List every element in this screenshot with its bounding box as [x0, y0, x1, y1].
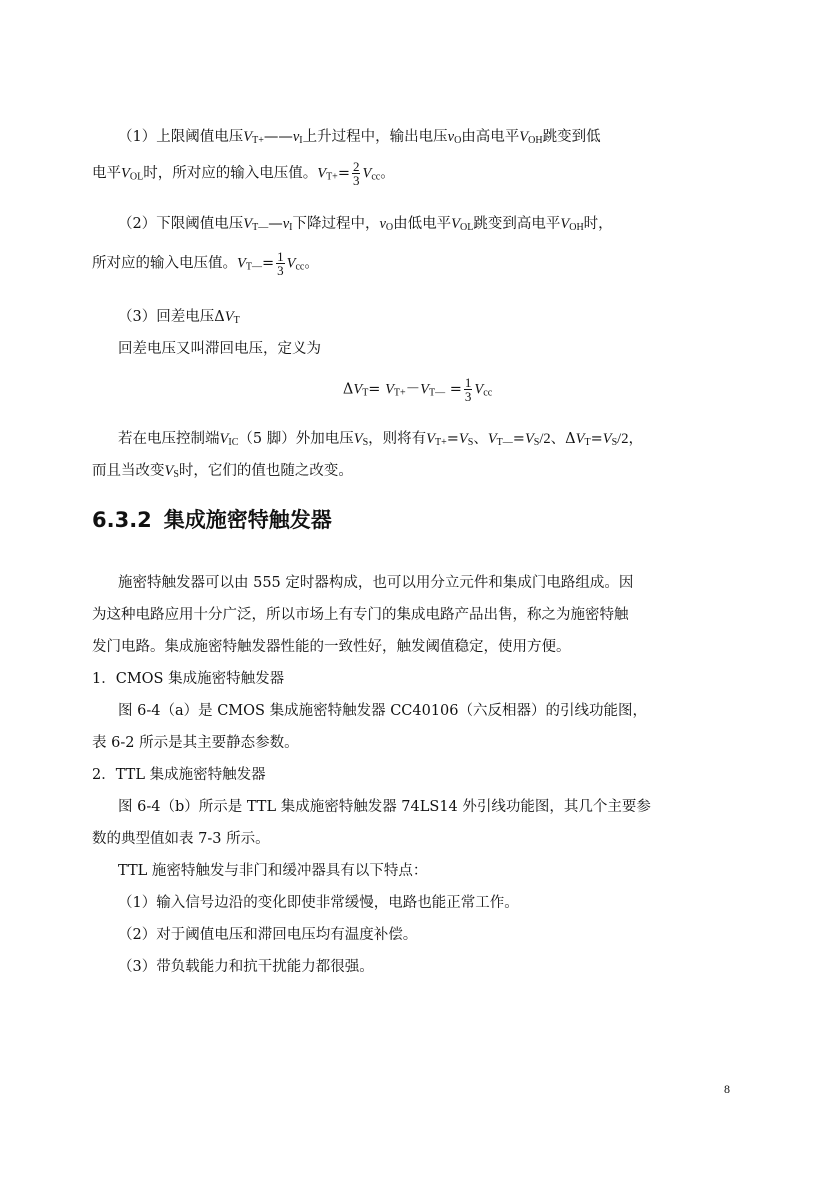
- symbol-sub: I: [299, 135, 303, 146]
- symbol-sub: S: [362, 437, 369, 448]
- fraction-numerator: 1: [277, 249, 284, 264]
- symbol-v-i: v: [292, 129, 300, 145]
- symbol-vcc: V: [362, 165, 372, 182]
- paragraph-ttl-line-1: [0, 796, 835, 818]
- paragraph-upper-threshold-cont: [0, 160, 835, 189]
- fraction: [352, 160, 361, 187]
- symbol-sub: OL: [129, 171, 144, 183]
- symbol-sub: T: [584, 437, 591, 448]
- text: 。: [304, 255, 319, 272]
- paragraph-ttl-features: [0, 860, 835, 882]
- symbol-sub: S: [467, 437, 474, 448]
- symbol-sub: S: [173, 469, 179, 480]
- minus: －: [405, 381, 421, 398]
- text: 电平: [92, 165, 121, 182]
- symbol-v: V: [420, 381, 430, 398]
- text: 数的典型值如表 7-3 所示。: [92, 831, 270, 847]
- symbol-v-tplus: V: [243, 129, 253, 145]
- subsection-ttl: [0, 764, 835, 786]
- equals: =: [446, 431, 459, 447]
- symbol-sub: cc: [483, 387, 493, 399]
- subsection-cmos: [0, 668, 835, 690]
- paragraph-control-voltage: [0, 428, 835, 454]
- text: 跳变到低: [542, 129, 601, 145]
- symbol-sub: T+: [393, 387, 406, 399]
- paragraph-intro-line-2: [0, 604, 835, 626]
- symbol-v-ic: V: [219, 431, 229, 447]
- symbol-v-ol: V: [451, 216, 461, 232]
- section-heading: [92, 505, 332, 535]
- paragraph-intro-line-1: [0, 572, 835, 594]
- symbol-sub: T—: [252, 222, 269, 233]
- symbol-v: V: [426, 431, 435, 447]
- text: TTL 施密特触发与非门和缓冲器具有以下特点：: [118, 863, 428, 879]
- text: （3）回差电压: [118, 309, 215, 325]
- symbol-v: V: [524, 431, 534, 447]
- delta-symbol: Δ: [214, 309, 225, 325]
- dash: ——: [263, 129, 293, 145]
- symbol-sub: T—: [429, 387, 446, 399]
- symbol-sub: O: [385, 222, 394, 233]
- paragraph-lower-threshold: [0, 213, 835, 239]
- symbol-v-s: V: [164, 463, 174, 479]
- text: 表 6-2 所示是其主要静态参数。: [92, 735, 299, 751]
- text: 而且当改变: [92, 463, 165, 479]
- list-item: [0, 956, 835, 978]
- fraction-numerator: 1: [464, 375, 472, 390]
- text: 。: [380, 165, 395, 182]
- paragraph-hysteresis-voltage: [0, 306, 835, 332]
- section-number: 6.3.2: [92, 508, 152, 532]
- symbol-v-s: V: [353, 431, 363, 447]
- text: 发门电路。集成施密特触发器性能的一致性好，触发阈值稳定，使用方便。: [92, 639, 571, 655]
- paragraph-intro-line-3: [0, 636, 835, 658]
- text: 1．CMOS 集成施密特触发器: [92, 671, 285, 687]
- page-number: 8: [724, 1082, 730, 1096]
- equals: =: [337, 165, 350, 182]
- symbol-v: V: [458, 431, 468, 447]
- text: 图 6-4（a）是 CMOS 集成施密特触发器 CC40106（六反相器）的引线功能图，: [118, 703, 648, 719]
- text: 由低电平: [393, 216, 452, 232]
- equals: =: [512, 431, 525, 447]
- symbol-v: V: [575, 431, 585, 447]
- text: 时，它们的值也随之改变。: [178, 463, 353, 479]
- fraction-denominator: 3: [464, 389, 472, 404]
- symbol-v-o: v: [379, 216, 386, 232]
- symbol-v-oh: V: [560, 216, 570, 232]
- delta-symbol: Δ: [342, 381, 354, 398]
- fraction-denominator: 3: [277, 263, 284, 278]
- symbol-sub: T—: [245, 261, 262, 273]
- list-item: [0, 924, 835, 946]
- text: 施密特触发器可以由 555 定时器构成，也可以用分立元件和集成门电路组成。因: [118, 575, 634, 591]
- paragraph-ttl-line-2: [0, 828, 835, 850]
- symbol-sub: T: [233, 315, 240, 326]
- equals: =: [449, 381, 462, 398]
- separator: 、: [473, 431, 488, 447]
- symbol-sub: OH: [528, 135, 543, 146]
- symbol-vcc: V: [286, 255, 296, 272]
- text: 上升过程中，输出电压: [302, 129, 448, 145]
- text: （3）带负载能力和抗干扰能力都很强。: [118, 959, 374, 975]
- formula-hysteresis: [0, 376, 835, 405]
- text: （1）上限阈值电压: [118, 129, 244, 145]
- symbol-v-tminus: V: [237, 255, 246, 272]
- text: 为这种电路应用十分广泛，所以市场上有专门的集成电路产品出售，称之为施密特触: [92, 607, 629, 623]
- symbol-sub: IC: [228, 437, 239, 448]
- paragraph-upper-threshold: [0, 126, 835, 152]
- fraction-denominator: 3: [352, 173, 360, 188]
- symbol-v-ol: V: [121, 165, 130, 182]
- delta-symbol: Δ: [565, 431, 576, 447]
- symbol-sub: S: [611, 437, 618, 448]
- symbol-sub: T: [362, 387, 369, 399]
- symbol-sub: T+: [252, 135, 264, 146]
- section-title: 集成施密特触发器: [163, 508, 332, 532]
- equals: =: [261, 255, 275, 272]
- fraction: [464, 376, 473, 403]
- symbol-v: V: [385, 381, 394, 398]
- list-item: [0, 892, 835, 914]
- text: （5 脚）外加电压: [238, 431, 354, 447]
- symbol-sub: O: [454, 135, 462, 146]
- text: 时，: [583, 216, 613, 232]
- text: /2，: [617, 431, 643, 447]
- symbol-v-tplus: V: [317, 165, 327, 182]
- symbol-sub: S: [533, 437, 540, 448]
- symbol-v: V: [353, 381, 363, 398]
- symbol-v-o: v: [447, 129, 455, 145]
- symbol-sub: OL: [460, 222, 474, 233]
- text: 2．TTL 集成施密特触发器: [92, 767, 266, 783]
- symbol-sub: OH: [569, 222, 584, 233]
- equals: =: [590, 431, 603, 447]
- text: （2）对于阈值电压和滞回电压均有温度补偿。: [118, 927, 418, 943]
- equals: =: [368, 381, 381, 398]
- symbol-v: V: [487, 431, 497, 447]
- symbol-sub: T—: [496, 437, 513, 448]
- text: 图 6-4（b）所示是 TTL 集成施密特触发器 74LS14 外引线功能图，其几个主要参: [118, 799, 651, 815]
- paragraph-cmos-line-1: [0, 700, 835, 722]
- text: /2: [539, 431, 551, 447]
- symbol-sub: cc: [371, 171, 381, 183]
- paragraph-lower-threshold-cont: [0, 250, 835, 279]
- text: 下降过程中，: [292, 216, 380, 232]
- dash: —: [268, 216, 283, 232]
- text: 若在电压控制端: [118, 431, 220, 447]
- symbol-sub: T+: [326, 171, 338, 183]
- fraction-numerator: 2: [352, 159, 360, 174]
- fraction: [276, 250, 285, 277]
- text: 所对应的输入电压值。: [92, 255, 237, 272]
- symbol-v: V: [224, 309, 234, 325]
- paragraph-cmos-line-2: [0, 732, 835, 754]
- symbol-sub: I: [289, 222, 293, 233]
- paragraph-control-voltage-cont: [0, 460, 835, 486]
- text: 时，所对应的输入电压值。: [143, 165, 318, 182]
- symbol-v: V: [602, 431, 612, 447]
- text: 跳变到高电平: [473, 216, 561, 232]
- paragraph-definition: [0, 338, 835, 360]
- symbol-v-tminus: V: [243, 216, 253, 232]
- text: （2）下限阈值电压: [118, 216, 244, 232]
- symbol-v-oh: V: [519, 129, 529, 145]
- symbol-sub: cc: [295, 261, 305, 273]
- text: ，则将有: [368, 431, 427, 447]
- symbol-sub: T+: [434, 437, 447, 448]
- symbol-vcc: V: [474, 381, 484, 398]
- text: （1）输入信号边沿的变化即使非常缓慢，电路也能正常工作。: [118, 895, 519, 911]
- text: 由高电平: [461, 129, 520, 145]
- text: 回差电压又叫滞回电压，定义为: [118, 341, 321, 357]
- symbol-v-i: v: [282, 216, 290, 232]
- separator: 、: [550, 431, 566, 447]
